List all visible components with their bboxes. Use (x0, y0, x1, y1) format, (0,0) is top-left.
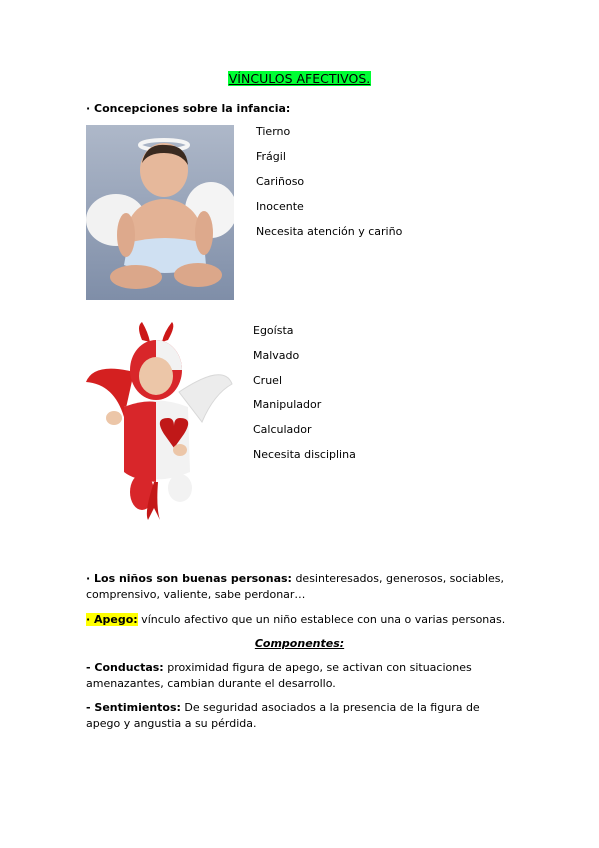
trait-item: Frágil (256, 150, 286, 163)
trait-item: Calculador (253, 423, 312, 436)
conducts-label: - Conductas: (86, 661, 164, 674)
trait-item: Necesita disciplina (253, 448, 356, 461)
page-title (0, 71, 599, 87)
feelings-text: De seguridad asociados a la presencia de la figura de apego y angustia a su pérdida. (86, 701, 480, 730)
feelings-paragraph (86, 700, 516, 732)
trait-item: Tierno (256, 125, 291, 138)
conducts-paragraph (86, 660, 516, 692)
trait-item: Manipulador (253, 398, 322, 411)
good-people-paragraph (86, 571, 516, 603)
attachment-paragraph (86, 612, 516, 628)
components-heading: Componentes: (254, 637, 345, 650)
trait-item: Cruel (253, 374, 282, 387)
trait-item: Egoísta (253, 324, 294, 337)
good-people-label: · Los niños son buenas personas: (86, 572, 292, 585)
devil-baby-photo (84, 322, 234, 522)
trait-item: Necesita atención y cariño (256, 225, 403, 238)
feelings-label: - Sentimientos: (86, 701, 181, 714)
conducts-text: proximidad figura de apego, se activan con situaciones amenazantes, cambian durante el desarrollo. (86, 661, 472, 690)
good-people-text: desinteresados, generosos, sociables, comprensivo, valiente, sabe perdonar… (86, 572, 505, 601)
attachment-label: · Apego: (86, 613, 138, 626)
title-text: VÍNCULOS AFECTIVOS. (228, 71, 371, 86)
trait-item: Cariñoso (256, 175, 305, 188)
section-heading-conceptions: · Concepciones sobre la infancia: (86, 102, 291, 115)
angel-baby-photo (86, 125, 234, 300)
trait-item: Inocente (256, 200, 304, 213)
trait-item: Malvado (253, 349, 300, 362)
attachment-text: vínculo afectivo que un niño establece con una o varias personas. (137, 613, 506, 626)
